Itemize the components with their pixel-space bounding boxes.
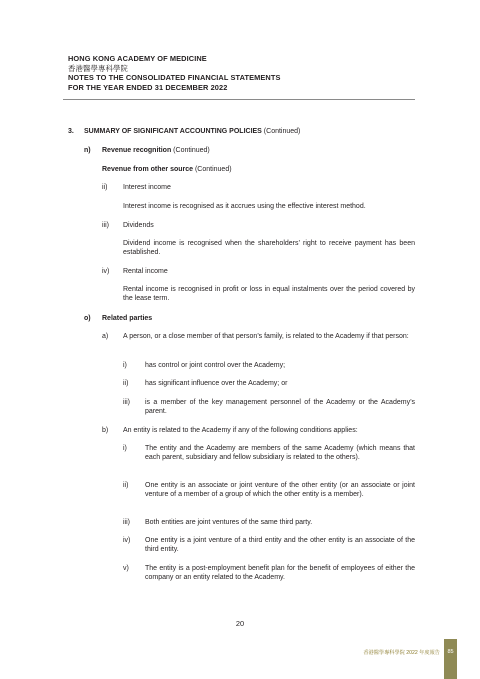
- sub-item-text: The entity and the Academy are members of the same Academy (which means that each parent, subsidiary and fellow subsidiary is related to the others).: [145, 445, 415, 462]
- sub-item-text: is a member of the key management personnel of the Academy or the Academy’s parent.: [145, 399, 415, 416]
- list-item-title: Rental income: [123, 268, 168, 275]
- note-n-subhead: [102, 165, 422, 174]
- header-notes-title: NOTES TO THE CONSOLIDATED FINANCIAL STATEMENTS: [68, 73, 281, 83]
- sub-item-number: i): [123, 445, 127, 452]
- sub-item-text: The entity is a post-employment benefit plan for the benefit of employees of either the company or an entity related to the Academy.: [145, 565, 415, 582]
- header-org-name: HONG KONG ACADEMY OF MEDICINE: [68, 54, 207, 63]
- note-n-subhead-suffix: (Continued): [193, 166, 232, 173]
- page-number: 20: [235, 619, 245, 628]
- sub-item-number: iii): [123, 399, 130, 406]
- header-year-line: FOR THE YEAR ENDED 31 DECEMBER 2022: [68, 82, 228, 92]
- sub-item-text: One entity is a joint venture of a third entity and the other entity is an associate of the third entity.: [145, 537, 415, 554]
- section-title: SUMMARY OF SIGNIFICANT ACCOUNTING POLICIES: [84, 128, 262, 135]
- footer-page-number: 85: [447, 649, 454, 655]
- list-item-text: Dividend income is recognised when the shareholders’ right to receive payment has been established.: [123, 240, 415, 257]
- header-divider: [63, 99, 415, 100]
- sub-item-number: iv): [123, 537, 131, 544]
- sub-item-text: Both entities are joint ventures of the same third party.: [145, 519, 313, 526]
- list-item-title: Dividends: [123, 222, 154, 229]
- list-item-number: a): [102, 333, 109, 340]
- list-item-text: A person, or a close member of that person’s family, is related to the Academy if that person:: [123, 333, 409, 340]
- list-item-text: Interest income is recognised as it accrues using the effective interest method.: [123, 203, 366, 210]
- list-item-number: iii): [102, 222, 109, 229]
- sub-item-text: One entity is an associate or joint venture of the other entity (or an associate or joint venture of a member of a group of which the other entity is a member).: [145, 482, 415, 499]
- note-n-label: n): [84, 147, 91, 154]
- list-item-number: iv): [102, 268, 110, 275]
- sub-item-text: has significant influence over the Academy; or: [145, 380, 288, 387]
- sub-item-text: has control or joint control over the Academy;: [145, 362, 286, 369]
- list-item-text: An entity is related to the Academy if any of the following conditions applies:: [123, 427, 358, 434]
- footer-report-title: 香港醫學專科學院 2022 年度報告: [363, 650, 440, 656]
- note-n-subhead-title: Revenue from other source: [102, 166, 194, 173]
- note-n-title-suffix: (Continued): [171, 147, 210, 154]
- list-item-text: Rental income is recognised in profit or loss in equal instalments over the period covered by the lease term.: [123, 286, 415, 303]
- section-number: 3.: [68, 128, 74, 135]
- list-item-title: Interest income: [123, 184, 171, 191]
- sub-item-number: iii): [123, 519, 130, 526]
- note-n-heading: [102, 146, 422, 155]
- list-item-number: ii): [102, 184, 108, 191]
- note-o-title: Related parties: [102, 315, 153, 322]
- note-n-title: Revenue recognition: [102, 147, 172, 154]
- section-title-suffix: (Continued): [261, 128, 301, 135]
- note-o-label: o): [84, 315, 91, 322]
- sub-item-number: i): [123, 362, 127, 369]
- sub-item-number: v): [123, 565, 129, 572]
- sub-item-number: ii): [123, 482, 129, 489]
- list-item-number: b): [102, 427, 109, 434]
- section-heading: [84, 127, 424, 136]
- document-header: [68, 54, 281, 92]
- sub-item-number: ii): [123, 380, 129, 387]
- footer-page-tab: [444, 639, 457, 679]
- header-org-name-chinese: 香港醫學專科學院: [68, 63, 128, 73]
